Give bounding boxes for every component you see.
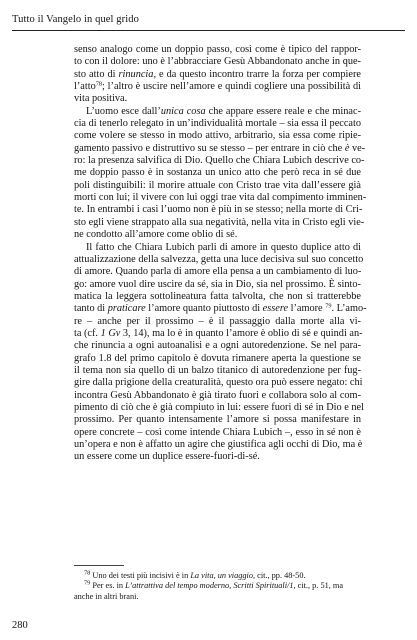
text-line: matica la leggera sottolineatura fatta talvolta, che non si tratterebbe	[74, 290, 361, 302]
text-line: go: amore vuol dire uscire da sé, sia in Dio, sia nel prossimo. È sinto-	[74, 278, 361, 290]
text-line: re – anche per il prossimo – è il passaggio dalla morte alla vi-	[74, 315, 361, 327]
text-line: morti con lui; il vivere con lui oggi trae vita dal compimento imminen-	[74, 192, 367, 204]
running-head: Tutto il Vangelo in quel grido	[12, 14, 139, 25]
text-line: di amore. Quando parla di amore ella pensa a un cambiamento di luo-	[74, 266, 362, 278]
text-line: Il fatto che Chiara Lubich parli di amore in questo duplice atto di	[86, 241, 361, 253]
emphasis: rinuncia	[118, 68, 154, 80]
text-line: prossimo. Per quanto intensamente l’amore si possa manifestare in	[74, 414, 361, 426]
emphasis: 1 Gv	[100, 327, 121, 339]
text-line: vita positiva.	[74, 93, 128, 105]
emphasis: unica cosa	[160, 105, 206, 117]
text-line: sto atto di rinuncia, e da questo incontro trarre la forza per compiere	[74, 68, 361, 80]
text-line: il tema non sia quello di un balzo titanico di autoredenzione per fug-	[74, 364, 361, 376]
footnote-number: 79	[84, 579, 91, 587]
text-line: pimento di ciò che è già compiuto in lui: essere fuori di sé in Dio e nel	[74, 401, 364, 413]
emphasis: La vita, un viaggio	[190, 571, 253, 580]
text-line: che rinuncia a ogni autoanalisi e a ogni autoredenzione. Se nel para-	[74, 340, 361, 352]
text-line: un’opera e non è affatto un agire che giustifica agli occhi di Dio, ma è	[74, 439, 363, 450]
footnote-ref-79: 79	[325, 302, 332, 310]
text-line: l’atto$^{78}$; l’altro è uscire nell’amore e quindi cogliere una possibilità di	[74, 80, 361, 93]
footnote-ref-78: 78	[95, 80, 103, 88]
emphasis: essere	[262, 303, 289, 315]
text-line: incontra Gesù Abbandonato è già tirato fuori e collabora solo al com-	[74, 389, 361, 401]
paragraph-2	[74, 105, 367, 242]
text-line: ro: la presenza salvifica di Dio. Quello che Chiara Lubich descrive co-	[74, 155, 365, 167]
text-line: un essere come un duplice essere-fuori-di-sé.	[74, 451, 260, 463]
body-text	[74, 44, 367, 464]
text-line: opere concrete – così come intende Chiara Lubich –, esso in sé non è	[74, 426, 361, 438]
text-line: ne condotto all’amore come oblio di sé.	[74, 229, 238, 241]
text-line: sto egli viene strappato alla sua negatività, nella vita in Cristo egli vie-	[74, 216, 365, 228]
text-line: grafo 1.8 del primo capitolo è dovuta rimanere aperta la questione se	[74, 352, 361, 364]
text-line: ta (cf. 1 Gv 3, 14), ma lo è in quanto l’amore è oblio di sé e quindi an-	[74, 327, 363, 339]
text-line: me doppio passo è in sostanza un unico atto che però reca in sé due	[74, 167, 361, 179]
text-line: senso analogo come un doppio passo, così come è tipico del rappor-	[74, 44, 361, 55]
emphasis: praticare	[107, 303, 146, 315]
text-line: gire dalla prigione della creaturalità, questo ora può essere negato: chi	[74, 377, 363, 389]
text-line: L’uomo esce dall’unica cosa che appare essere reale e che minac-	[86, 105, 361, 117]
text-line: cia di tenerlo relegato in un’individualità mortale – sia essa il peccato	[74, 118, 361, 130]
paragraph-3	[74, 241, 367, 464]
footnotes	[74, 571, 361, 602]
footnote-79: $^{79}$ Per es. in L’attrattiva del tempo moderno, Scritti Spirituali/1, cit., p. 51, ma	[84, 579, 344, 591]
emphasis: L’attrattiva del tempo moderno, Scritti Spirituali/1	[125, 581, 294, 591]
text-line: tanto di praticare l’amore quanto piuttosto di essere l’amore $^{79}$. L’amo-	[74, 302, 367, 315]
header-rule	[12, 30, 405, 31]
footnote-78: $^{78}$ Uno dei testi più incisivi è in La vita, un viaggio, cit., pp. 48-50.	[84, 569, 306, 580]
page-number: 280	[12, 620, 28, 631]
paragraph-1	[74, 44, 361, 106]
text-line: poli distinguibili: il morire attuale con Cristo trae vita dall’essere già	[74, 179, 361, 191]
footnote-79-continuation: anche in altri brani.	[74, 591, 139, 601]
footnote-rule	[74, 565, 124, 566]
text-line: come volere se stesso in modo attivo, arbitrario, sia essa come ripie-	[74, 130, 361, 142]
text-line: to con il dolore: uno è l’abbracciare Gesù Abbandonato anche in que-	[74, 56, 361, 68]
footnote-number: 78	[84, 569, 91, 577]
text-line: attualizzazione della salvezza, getta una luce decisiva sul suo concetto	[74, 253, 364, 265]
text-line: te. In entrambi i casi l’uomo non è più in se stesso; nella morte di Cri-	[74, 204, 363, 216]
emphasis: è	[344, 142, 350, 154]
text-line: gamento passivo e distruttivo su se stesso – per entrare in ciò che è ve-	[74, 142, 366, 154]
